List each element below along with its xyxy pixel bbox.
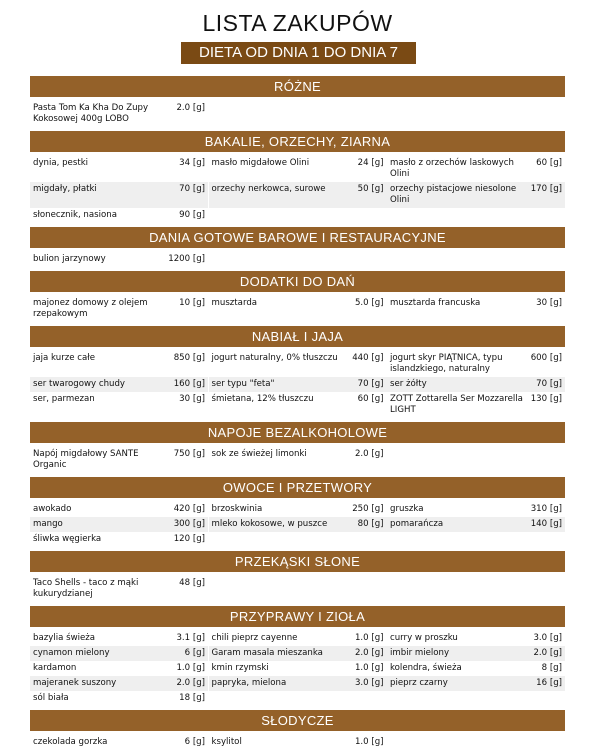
section-header: BAKALIE, ORZECHY, ZIARNA	[30, 131, 565, 152]
item-quantity: 70 [g]	[179, 184, 205, 194]
list-item	[209, 676, 387, 691]
item-quantity: 18 [g]	[179, 693, 205, 703]
diet-period-banner: DIETA OD DNIA 1 DO DNIA 7	[181, 42, 416, 64]
list-item	[30, 351, 208, 377]
item-quantity: 250 [g]	[352, 504, 384, 514]
item-row	[30, 576, 565, 602]
item-quantity: 600 [g]	[530, 353, 562, 363]
item-row	[30, 182, 565, 208]
item-quantity: 3.0 [g]	[354, 678, 384, 688]
section-header: PRZEKĄSKI SŁONE	[30, 551, 565, 572]
item-quantity: 70 [g]	[357, 379, 384, 389]
list-item	[30, 377, 208, 392]
list-item	[30, 735, 208, 750]
item-row	[30, 502, 565, 517]
item-row	[30, 447, 565, 473]
item-row	[30, 735, 565, 750]
item-quantity: 1.0 [g]	[354, 633, 384, 643]
empty-cell	[209, 252, 387, 267]
item-quantity: 440 [g]	[352, 353, 384, 363]
item-quantity: 60 [g]	[357, 394, 384, 404]
item-quantity: 160 [g]	[173, 379, 205, 389]
list-item	[387, 646, 565, 661]
item-quantity: 16 [g]	[536, 678, 562, 688]
list-item	[30, 691, 208, 706]
list-item	[30, 661, 208, 676]
list-item	[387, 296, 565, 322]
item-name: kmin rzymski	[211, 663, 269, 673]
list-item	[209, 392, 387, 418]
item-quantity: 300 [g]	[173, 519, 205, 529]
item-name: brzoskwinia	[211, 504, 263, 514]
section-header: DANIA GOTOWE BAROWE I RESTAURACYJNE	[30, 227, 565, 248]
item-quantity: 6 [g]	[184, 648, 205, 658]
item-name: ksylitol	[211, 737, 242, 747]
section-items	[30, 502, 565, 547]
empty-cell	[387, 735, 565, 750]
empty-cell	[387, 576, 565, 602]
item-quantity: 140 [g]	[530, 519, 562, 529]
item-quantity: 50 [g]	[357, 184, 384, 194]
list-item	[30, 447, 208, 473]
empty-cell	[387, 447, 565, 473]
section-header: RÓŻNE	[30, 76, 565, 97]
item-name: orzechy nerkowca, surowe	[211, 184, 326, 194]
item-name: ser typu "feta"	[211, 379, 275, 389]
item-name: Taco Shells - taco z mąki kukurydzianej	[33, 578, 139, 599]
item-name: ser twarogowy chudy	[33, 379, 126, 389]
item-quantity: 420 [g]	[173, 504, 205, 514]
list-item	[209, 351, 387, 377]
list-item	[30, 182, 208, 208]
item-name: śliwka węgierka	[33, 534, 102, 544]
list-item	[209, 646, 387, 661]
item-name: sól biała	[33, 693, 69, 703]
item-name: migdały, płatki	[33, 184, 97, 194]
item-name: ser żółty	[390, 379, 427, 389]
item-name: jogurt skyr PIĄTNICA, typu islandzkiego, naturalny	[390, 353, 503, 374]
list-item	[30, 576, 208, 602]
empty-cell	[209, 576, 387, 602]
empty-cell	[387, 101, 565, 127]
item-name: bazylia świeża	[33, 633, 96, 643]
item-name: jaja kurze całe	[33, 353, 95, 363]
item-name: orzechy pistacjowe niesolone Olini	[390, 184, 517, 205]
section-items	[30, 351, 565, 418]
item-row	[30, 377, 565, 392]
empty-cell	[387, 691, 565, 706]
item-name: pieprz czarny	[390, 678, 448, 688]
item-quantity: 750 [g]	[173, 449, 205, 459]
page-title: LISTA ZAKUPÓW	[202, 10, 393, 36]
item-quantity: 24 [g]	[357, 158, 384, 168]
list-item	[387, 502, 565, 517]
item-quantity: 30 [g]	[536, 298, 562, 308]
item-quantity: 2.0 [g]	[354, 449, 384, 459]
item-row	[30, 392, 565, 418]
list-item	[209, 447, 387, 473]
list-item	[209, 735, 387, 750]
item-quantity: 8 [g]	[541, 663, 562, 673]
section-header: OWOCE I PRZETWORY	[30, 477, 565, 498]
list-item	[387, 392, 565, 418]
item-row	[30, 676, 565, 691]
list-item	[209, 296, 387, 322]
item-row	[30, 252, 565, 267]
list-item	[30, 392, 208, 418]
item-quantity: 310 [g]	[530, 504, 562, 514]
item-name: pomarańcza	[390, 519, 444, 529]
item-name: masło z orzechów laskowych Olini	[390, 158, 514, 179]
list-item	[30, 101, 208, 127]
list-item	[30, 156, 208, 182]
list-item	[387, 377, 565, 392]
list-item	[30, 252, 208, 267]
item-name: sok ze świeżej limonki	[211, 449, 307, 459]
item-name: słonecznik, nasiona	[33, 210, 117, 220]
section-items	[30, 576, 565, 602]
list-item	[209, 502, 387, 517]
item-name: awokado	[33, 504, 72, 514]
item-quantity: 90 [g]	[179, 210, 205, 220]
item-name: masło migdałowe Olini	[211, 158, 310, 168]
item-name: curry w proszku	[390, 633, 458, 643]
list-item	[209, 377, 387, 392]
item-name: Napój migdałowy SANTE Organic	[33, 449, 139, 470]
empty-cell	[209, 532, 387, 547]
item-quantity: 6 [g]	[184, 737, 205, 747]
item-row	[30, 101, 565, 127]
item-quantity: 34 [g]	[179, 158, 205, 168]
list-item	[30, 646, 208, 661]
item-name: gruszka	[390, 504, 424, 514]
item-name: musztarda francuska	[390, 298, 481, 308]
item-name: Pasta Tom Ka Kha Do Zupy Kokosowej 400g LOBO	[33, 103, 149, 124]
item-name: cynamon mielony	[33, 648, 110, 658]
item-quantity: 1.0 [g]	[354, 663, 384, 673]
item-quantity: 130 [g]	[530, 394, 562, 404]
item-row	[30, 661, 565, 676]
item-name: Garam masala mieszanka	[211, 648, 323, 658]
item-row	[30, 208, 565, 223]
item-quantity: 2.0 [g]	[533, 648, 562, 658]
list-item	[209, 156, 387, 182]
item-row	[30, 532, 565, 547]
item-name: kardamon	[33, 663, 77, 673]
section-header: NAPOJE BEZALKOHOLOWE	[30, 422, 565, 443]
item-name: musztarda	[211, 298, 258, 308]
list-item	[30, 208, 208, 223]
section-header: PRZYPRAWY I ZIOŁA	[30, 606, 565, 627]
item-quantity: 48 [g]	[179, 578, 205, 588]
item-quantity: 1.0 [g]	[354, 737, 384, 747]
item-quantity: 10 [g]	[179, 298, 205, 308]
item-quantity: 850 [g]	[173, 353, 205, 363]
empty-cell	[387, 532, 565, 547]
item-quantity: 5.0 [g]	[354, 298, 384, 308]
list-item	[387, 156, 565, 182]
item-quantity: 120 [g]	[173, 534, 205, 544]
list-item	[387, 182, 565, 208]
list-item	[387, 631, 565, 646]
empty-cell	[387, 208, 565, 223]
item-row	[30, 631, 565, 646]
item-name: majeranek suszony	[33, 678, 117, 688]
list-item	[387, 517, 565, 532]
item-name: mango	[33, 519, 63, 529]
empty-cell	[209, 101, 387, 127]
section-items	[30, 447, 565, 473]
item-name: ser, parmezan	[33, 394, 95, 404]
list-item	[30, 676, 208, 691]
list-item	[30, 631, 208, 646]
item-quantity: 3.0 [g]	[533, 633, 562, 643]
section-header: SŁODYCZE	[30, 710, 565, 731]
section-items	[30, 252, 565, 267]
item-quantity: 1.0 [g]	[176, 663, 205, 673]
item-quantity: 2.0 [g]	[176, 678, 205, 688]
item-quantity: 2.0 [g]	[354, 648, 384, 658]
empty-cell	[209, 208, 387, 223]
item-name: imbir mielony	[390, 648, 450, 658]
item-quantity: 3.1 [g]	[176, 633, 205, 643]
item-row	[30, 156, 565, 182]
list-item	[209, 661, 387, 676]
item-name: śmietana, 12% tłuszczu	[211, 394, 314, 404]
item-row	[30, 517, 565, 532]
item-quantity: 170 [g]	[530, 184, 562, 194]
item-name: papryka, mielona	[211, 678, 287, 688]
item-name: kolendra, świeża	[390, 663, 462, 673]
list-item	[209, 182, 387, 208]
section-header: NABIAŁ I JAJA	[30, 326, 565, 347]
item-quantity: 1200 [g]	[168, 254, 205, 264]
item-name: majonez domowy z olejem rzepakowym	[33, 298, 148, 319]
item-row	[30, 351, 565, 377]
section-items	[30, 156, 565, 223]
item-name: czekolada gorzka	[33, 737, 108, 747]
list-item	[30, 502, 208, 517]
section-header: DODATKI DO DAŃ	[30, 271, 565, 292]
list-item	[30, 296, 208, 322]
item-name: jogurt naturalny, 0% tłuszczu	[211, 353, 338, 363]
item-quantity: 30 [g]	[179, 394, 205, 404]
item-quantity: 2.0 [g]	[176, 103, 205, 113]
item-row	[30, 296, 565, 322]
item-name: dynia, pestki	[33, 158, 89, 168]
section-items	[30, 631, 565, 706]
section-items	[30, 101, 565, 127]
item-quantity: 80 [g]	[357, 519, 384, 529]
empty-cell	[387, 252, 565, 267]
item-row	[30, 646, 565, 661]
list-item	[209, 631, 387, 646]
list-item	[387, 351, 565, 377]
list-item	[30, 532, 208, 547]
item-quantity: 60 [g]	[536, 158, 562, 168]
shopping-list	[30, 76, 565, 754]
empty-cell	[209, 691, 387, 706]
item-quantity: 70 [g]	[536, 379, 562, 389]
item-name: bulion jarzynowy	[33, 254, 106, 264]
item-name: mleko kokosowe, w puszce	[211, 519, 328, 529]
list-item	[387, 661, 565, 676]
item-name: ZOTT Zottarella Ser Mozzarella LIGHT	[390, 394, 523, 415]
section-items	[30, 296, 565, 322]
list-item	[387, 676, 565, 691]
item-row	[30, 691, 565, 706]
item-name: chili pieprz cayenne	[211, 633, 298, 643]
list-item	[30, 517, 208, 532]
list-item	[209, 517, 387, 532]
section-items	[30, 735, 565, 750]
